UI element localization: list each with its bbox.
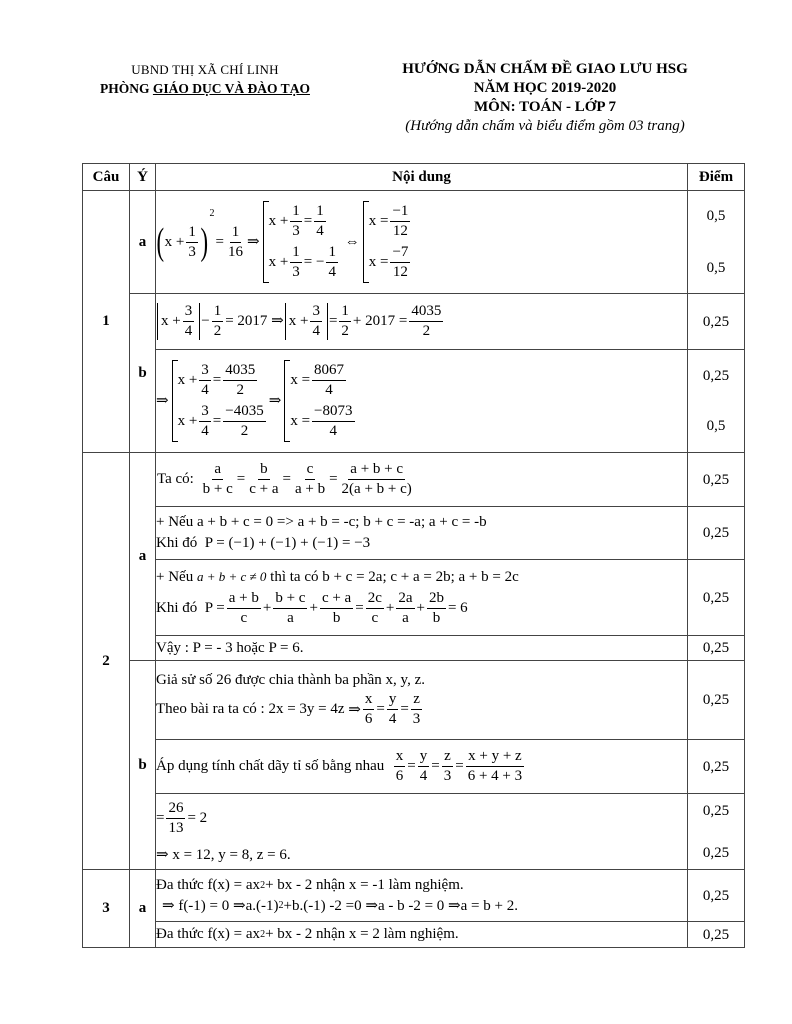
issuer-line-2-underlined: GIÁO DỤC VÀ ĐÀO TẠO xyxy=(152,81,310,96)
text-khi-do: Khi đó xyxy=(156,599,198,616)
formula: Theo bài ra ta có : 2x = 3y = 4z ⇒ $\frac{x}{6}$ = $\frac{y}{4}$ = $\frac{z}{3}$ xyxy=(156,691,421,727)
issuer-block xyxy=(70,62,340,97)
text-line: Đa thức f(x) = ax 2 + bx - 2 nhận x = 2 làm nghiệm. xyxy=(156,926,459,942)
score-cell xyxy=(688,294,745,350)
sub-part: a xyxy=(130,870,156,948)
title-block xyxy=(370,60,720,136)
score-cell xyxy=(688,794,745,870)
text-ta-co: Ta có: xyxy=(157,471,194,487)
content-cell xyxy=(156,740,688,794)
page-note: (Hướng dẫn chấm và biểu điểm gồm 03 trang) xyxy=(405,118,685,134)
score-cell xyxy=(688,453,745,507)
formula: ⇒ x + $\frac{3}{4}$ = $\frac{4035}{2}$ x + $\frac{3}{4}$ = $\frac{-4035}{2}$ ⇒ x = $\frac{8067}{4}$ x = $\frac{-8073}{4}$ xyxy=(156,360,358,442)
issuer-line-2-prefix: PHÒNG xyxy=(100,81,153,96)
sub-part: a xyxy=(130,453,156,661)
table-row xyxy=(83,350,745,453)
text-ap-dung: Áp dụng tính chất dãy tỉ số bằng nhau xyxy=(156,758,385,774)
question-number: 2 xyxy=(83,453,130,870)
table-row xyxy=(83,922,745,948)
score-cell xyxy=(688,661,745,740)
sub-part: b xyxy=(130,294,156,453)
table-row xyxy=(83,661,745,740)
text-a-eq-b-plus-2: +b.(-1) -2 =0 ⇒a - b -2 = 0 ⇒a = b + 2. xyxy=(283,897,518,914)
score: 0,25 xyxy=(702,589,730,606)
score: 0,25 xyxy=(702,368,730,384)
score: 0,25 xyxy=(702,640,730,656)
content-cell xyxy=(156,191,688,294)
table-row xyxy=(83,560,745,636)
issuer-line-2 xyxy=(70,81,340,97)
text-line: Vậy : P = - 3 hoặc P = 6. xyxy=(156,639,304,656)
col-header-noi-dung: Nội dung xyxy=(156,164,688,191)
sub-part: a xyxy=(130,191,156,294)
col-header-cau: Câu xyxy=(83,164,130,191)
content-cell xyxy=(156,560,688,636)
content-cell xyxy=(156,794,688,870)
score: 0,25 xyxy=(702,758,730,775)
col-header-y: Ý xyxy=(130,164,156,191)
formula: Áp dụng tính chất dãy tỉ số bằng nhau $\frac{x}{6}$ = $\frac{y}{4}$ = $\frac{z}{3}$ = $\frac{x + y + z}{6 + 4 + 3}$ xyxy=(156,748,523,784)
doc-title: HƯỚNG DẪN CHẤM ĐỀ GIAO LƯU HSG xyxy=(402,61,688,77)
content-cell xyxy=(156,294,688,350)
subject: MÔN: TOÁN - LỚP 7 xyxy=(474,99,616,115)
formula: Ta có: $\frac{a}{b + c}$ = $\frac{b}{c + a}$ = $\frac{c}{a + b}$ = $\frac{a + b + c}{2(a + b + c)}$ xyxy=(157,461,412,497)
table-row xyxy=(83,794,745,870)
text-line: Đa thức f(x) = ax 2 + bx - 2 nhận x = -1 làm nghiệm. xyxy=(156,876,464,893)
text-line: ⇒ f(-1) = 0 ⇒a.(-1) 2 +b.(-1) -2 =0 ⇒a - b -2 = 0 ⇒a = b + 2. xyxy=(162,897,518,914)
content-cell xyxy=(156,453,688,507)
score: 0,25 xyxy=(702,471,730,488)
table-row xyxy=(83,636,745,661)
score: 0,25 xyxy=(702,926,730,943)
text-nhan-nghiem: + bx - 2 nhận x = -1 làm nghiệm. xyxy=(265,876,464,893)
score: 0,25 xyxy=(702,313,730,330)
score: 0,5 xyxy=(706,260,726,276)
score: 0,5 xyxy=(706,208,726,224)
question-number: 1 xyxy=(83,191,130,453)
col-header-diem: Điểm xyxy=(688,164,745,191)
text-line: Giả sử số 26 được chia thành ba phần x, y, z. xyxy=(156,672,425,688)
content-cell xyxy=(156,870,688,922)
text-neu: + Nếu xyxy=(156,568,194,585)
score-cell xyxy=(688,636,745,661)
table-header-row xyxy=(83,164,745,191)
formula: x + $\frac{3}{4}$ − $\frac{1}{2}$ = 2017 ⇒ x + $\frac{3}{4}$ = $\frac{1}{2}$ + 2017 = $\frac{4035}{2}$ xyxy=(156,303,445,340)
score-cell xyxy=(688,740,745,794)
table-row xyxy=(83,870,745,922)
text-thi-ta-co: thì ta có b + c = 2a; c + a = 2b; a + b = 2c xyxy=(270,568,519,585)
formula: Khi đó P = (−1) + (−1) + (−1) = −3 xyxy=(156,535,371,551)
score: 0,25 xyxy=(702,525,730,541)
formula: = $\frac{26}{13}$ = 2 xyxy=(156,799,208,836)
score: 0,5 xyxy=(706,418,726,434)
table-row xyxy=(83,507,745,560)
sub-part: b xyxy=(130,661,156,870)
text-line: ⇒ x = 12, y = 8, z = 6. xyxy=(156,846,291,863)
text-theo-bai-ra: Theo bài ra ta có : 2x = 3y = 4z xyxy=(156,701,345,717)
issuer-line-1: UBND THỊ XÃ CHÍ LINH xyxy=(131,62,279,77)
text-line: + Nếu a + b + c ≠ 0 thì ta có b + c = 2a; c + a = 2b; a + b = 2c xyxy=(156,568,519,585)
text-f-minus-1: ⇒ f(-1) = 0 ⇒a.(-1) xyxy=(162,897,279,914)
table-row xyxy=(83,740,745,794)
score: 0,25 xyxy=(702,692,730,708)
table-row xyxy=(83,294,745,350)
text-da-thuc: Đa thức f(x) = ax xyxy=(156,926,261,942)
score: 0,25 xyxy=(702,887,730,904)
text-khi-do: Khi đó xyxy=(156,535,198,551)
formula: Khi đó P = $\frac{a + b}{c}$ + $\frac{b + c}{a}$ + $\frac{c + a}{b}$ = $\frac{2c}{c}$ + $\frac{2a}{a}$ + $\frac{2b}{b}$ = 6 xyxy=(156,589,468,626)
score-cell xyxy=(688,922,745,948)
scoring-table xyxy=(82,163,745,948)
content-cell xyxy=(156,922,688,948)
formula: ( x + $\frac{1}{3}$ ) 2 = $\frac{1}{16}$ ⇒ x + $\frac{1}{3}$ = $\frac{1}{4}$ x + $\frac{1}{3}$ = − $\frac{1}{4}$ ⇔ x = $\frac{-1}{12}$ x = $\frac{-7}{12}$ xyxy=(156,201,413,283)
table-row xyxy=(83,453,745,507)
table-row xyxy=(83,191,745,294)
content-cell xyxy=(156,636,688,661)
score-cell xyxy=(688,560,745,636)
school-year: NĂM HỌC 2019-2020 xyxy=(473,80,617,96)
text-line: + Nếu a + b + c = 0 => a + b = -c; b + c = -a; a + c = -b xyxy=(156,514,487,530)
content-cell xyxy=(156,350,688,453)
score-cell xyxy=(688,870,745,922)
text-da-thuc: Đa thức f(x) = ax xyxy=(156,876,261,893)
score: 0,25 xyxy=(702,844,730,861)
score-cell xyxy=(688,350,745,453)
text-nhan-nghiem: + bx - 2 nhận x = 2 làm nghiệm. xyxy=(265,926,459,942)
score-cell xyxy=(688,191,745,294)
content-cell xyxy=(156,507,688,560)
score-cell xyxy=(688,507,745,560)
question-number: 3 xyxy=(83,870,130,948)
content-cell xyxy=(156,661,688,740)
score: 0,25 xyxy=(702,802,730,819)
